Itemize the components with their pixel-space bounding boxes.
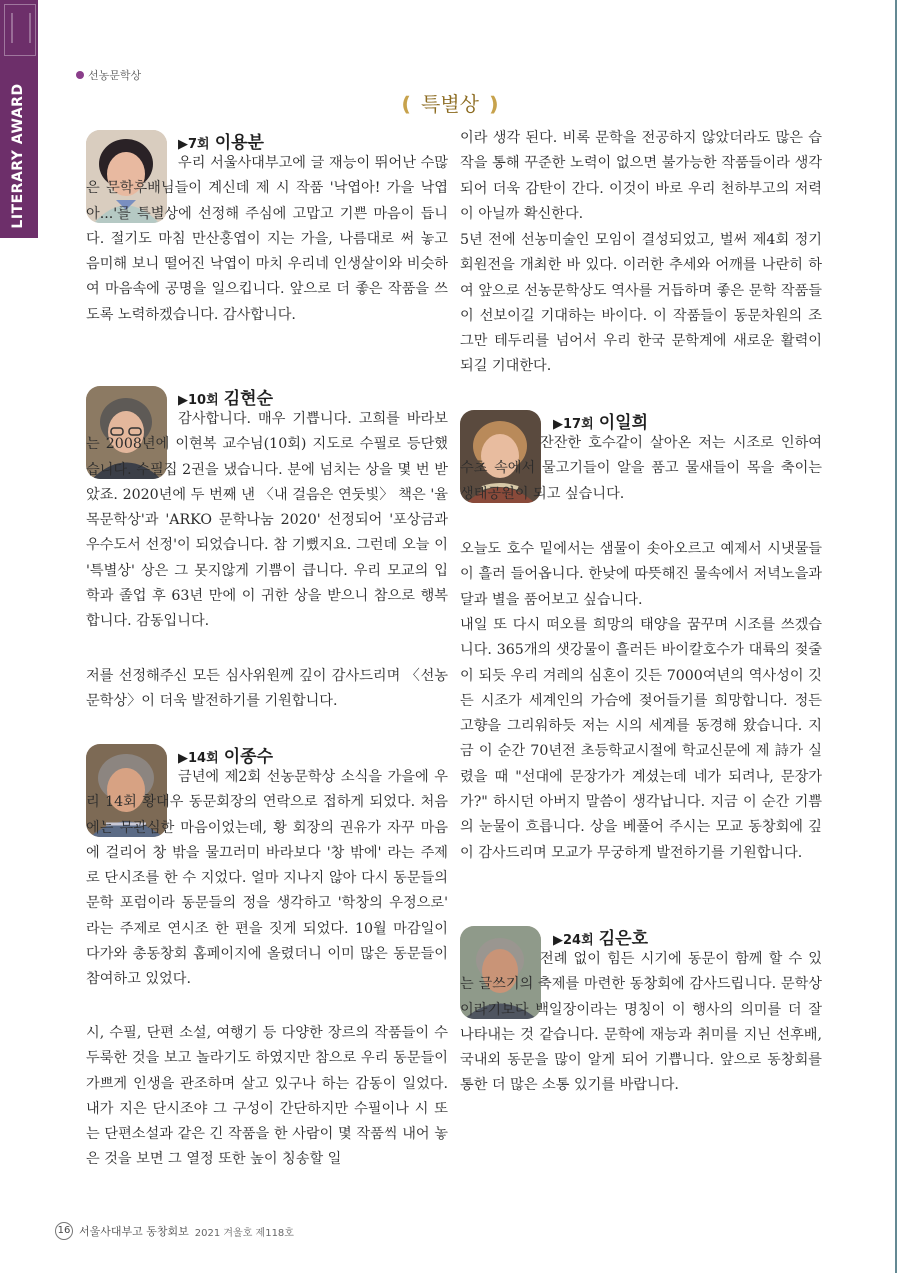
side-band	[0, 0, 38, 238]
award-title	[0, 88, 900, 117]
entry-heading-17	[553, 408, 648, 433]
entry-round: ▶14회	[178, 751, 219, 766]
entry-name: 이일희	[598, 413, 649, 433]
page-number: 16	[55, 1222, 73, 1240]
entry-7-paragraph-1: 우리 서울사대부고에 글 재능이 뛰어난 수많은 문학후배님들이 계신데 제 시 작품 '낙엽아! 가을 낙엽아...'를 특별상에 선정해 주심에 고맙고 기쁜 마음이 듭니다. 절기도 마침 만산홍엽이 지는 가을, 나름대로 써 놓고 음미해 보니 떨어진 낙엽이 마치 우리네 인생살이와 비슷하여 마음속에 공명을 일으킵니다. 앞으로 더 좋은 작품을 쓰도록 노력하겠습니다. 감사합니다.	[86, 155, 448, 323]
entry-heading-7	[178, 128, 264, 153]
decorative-pattern-icon	[4, 4, 36, 56]
entry-10-paragraph-1: 감사합니다. 매우 기쁩니다. 고희를 바라보는 2008년에 이현복 교수님(10회) 지도로 수필로 등단했습니다. 수필집 2권을 냈습니다. 분에 넘치는 상을 몇 번 받았죠. 2020년에 두 번째 낸 〈내 걸음은 연둣빛〉 책은 '율목문학상'과 'ARKO 문학나눔 2020' 선정되어 '포상금과 우수도서 선정'이 되었습니다. 참 기뻤지요. 그런데 오늘 이 '특별상' 상은 그 못지않게 기쁨이 큽니다. 우리 모교의 입학과 졸업 후 63년 만에 이 귀한 상을 받으니 참으로 행복합니다. 감동입니다.	[86, 411, 448, 630]
entry-14-paragraph-1: 금년에 제2회 선농문학상 소식을 가을에 우리 14회 황대우 동문회장의 연락으로 접하게 되었다. 처음에는 무관심한 마음이었는데, 황 회장의 권유가 자꾸 마음에 걸리어 창 밖을 물끄러미 바라보다 '창 밖에' 라는 주제로 단시조를 한 수 지었다. 얼마 지나지 않아 다시 동문들의 문학 포럼이라 동문들의 정을 생각하고 '학창의 우정으로' 라는 주제로 연시조 한 편을 짓게 되었다. 10월 마감일이 다가와 총동창회 홈페이지에 올렸더니 이미 많은 동문들이 참여하고 있었다.	[86, 769, 448, 988]
entry-14-paragraph-2-part-1: 시, 수필, 단편 소설, 여행기 등 다양한 장르의 작품들이 수두룩한 것을 보고 놀라기도 하였지만 참으로 우리 동문들이 가쁘게 인생을 관조하며 살고 있구나 하는 감동이 일었다. 내가 지은 단시조야 그 구성이 간단하지만 수필이나 시 또는 단편소설과 같은 긴 작품을 한 사람이 몇 작품씩 내어 놓은 것을 보면 그 열정 또한 높이 칭송할 일	[86, 1025, 448, 1168]
entry-round: ▶24회	[553, 933, 594, 948]
entry-name: 김현순	[223, 389, 274, 409]
entry-17-paragraph-1: 잔잔한 호수같이 살아온 저는 시조로 인하여 수초 속에서 물고기들이 알을 품고 물새들이 목을 축이는 생태공원이 되고 싶습니다.	[460, 435, 822, 502]
publication-name: 서울사대부고 동창회보	[79, 1225, 189, 1238]
entry-heading-14	[178, 742, 273, 767]
entry-round: ▶17회	[553, 417, 594, 432]
entry-name: 김은호	[598, 929, 649, 949]
entry-heading-10	[178, 384, 273, 409]
entry-name: 이종수	[223, 747, 274, 767]
bullet-dot-icon	[76, 71, 84, 79]
entry-17-paragraph-3: 내일 또 다시 떠오를 희망의 태양을 꿈꾸며 시조를 쓰겠습니다. 365개의 샛강물이 흘러든 바이칼호수가 대륙의 젖줄이 되듯 우리 겨레의 심혼이 깃든 7000여년의 역사성이 깃든 시조가 세계인의 가슴에 젖어들기를 희망합니다. 정든 고향을 그리워하듯 저는 시의 세계를 동경해 왔습니다. 지금 이 순간 70년전 초등학교시절에 학교신문에 제 詩가 실렸을 때 "선대에 문장가가 계셨는데 네가 되려나, 문장가가?" 하시던 아버지 말씀이 생각납니다. 지금 이 순간 기쁨의 눈물이 흐릅니다. 상을 베풀어 주시는 모교 동창회에 깊이 감사드리며 모교가 무궁하게 발전하기를 기원합니다.	[460, 617, 822, 861]
entry-round: ▶7회	[178, 137, 210, 152]
side-label: LITERARY AWARD	[10, 83, 26, 229]
bracket-open-icon: ❪	[397, 92, 415, 116]
entry-heading-24	[553, 924, 648, 949]
entry-name: 이용분	[214, 133, 264, 153]
page-footer	[55, 1222, 294, 1240]
entry-10-paragraph-2: 저를 선정해주신 모든 심사위원께 깊이 감사드리며 〈선농문학상〉이 더욱 발전하기를 기원합니다.	[86, 668, 448, 710]
section-tag	[76, 67, 141, 83]
bracket-close-icon: ❫	[485, 92, 503, 116]
entry-round: ▶10회	[178, 393, 219, 408]
entry-14-paragraph-2-part-2: 이라 생각 된다. 비록 문학을 전공하지 않았더라도 많은 습작을 통해 꾸준한 노력이 없으면 불가능한 작품들이라 생각되어 더욱 감탄이 간다. 이것이 바로 우리 천하부고의 저력이 아닐까 확신한다.	[460, 130, 822, 222]
entry-17-paragraph-2: 오늘도 호수 밑에서는 샘물이 솟아오르고 예제서 시냇물들이 흘러 들어옵니다. 한낮에 따뜻해진 물속에서 저녁노을과 달과 별을 품어보고 싶습니다.	[460, 541, 822, 608]
section-tag-label: 선농문학상	[88, 69, 142, 82]
right-edge-line	[895, 0, 897, 1273]
issue-label: 2021 겨울호 제118호	[194, 1227, 294, 1239]
entry-24-paragraph-1: 전례 없이 힘든 시기에 동문이 함께 할 수 있는 글쓰기의 축제를 마련한 동창회에 감사드립니다. 문학상이라기보다 백일장이라는 명칭이 이 행사의 의미를 더 잘 나타내는 것 같습니다. 문학에 재능과 취미를 지닌 선후배, 국내외 동문을 많이 알게 되어 기쁩니다. 앞으로 동창회를 통한 더 많은 소통 있기를 바랍니다.	[460, 951, 822, 1094]
entry-14-paragraph-3: 5년 전에 선농미술인 모임이 결성되었고, 벌써 제4회 정기회원전을 개최한 바 있다. 이러한 추세와 어깨를 나란히 하여 앞으로 선농문학상도 역사를 거듭하며 좋은 문학 작품들이 선보이길 기대하는 바이다. 이 작품들이 동문차원의 조그만 테두리를 넘어서 우리 한국 문학계에 새로운 활력이 되길 기대한다.	[460, 232, 822, 375]
award-title-text: 특별상	[421, 92, 479, 116]
